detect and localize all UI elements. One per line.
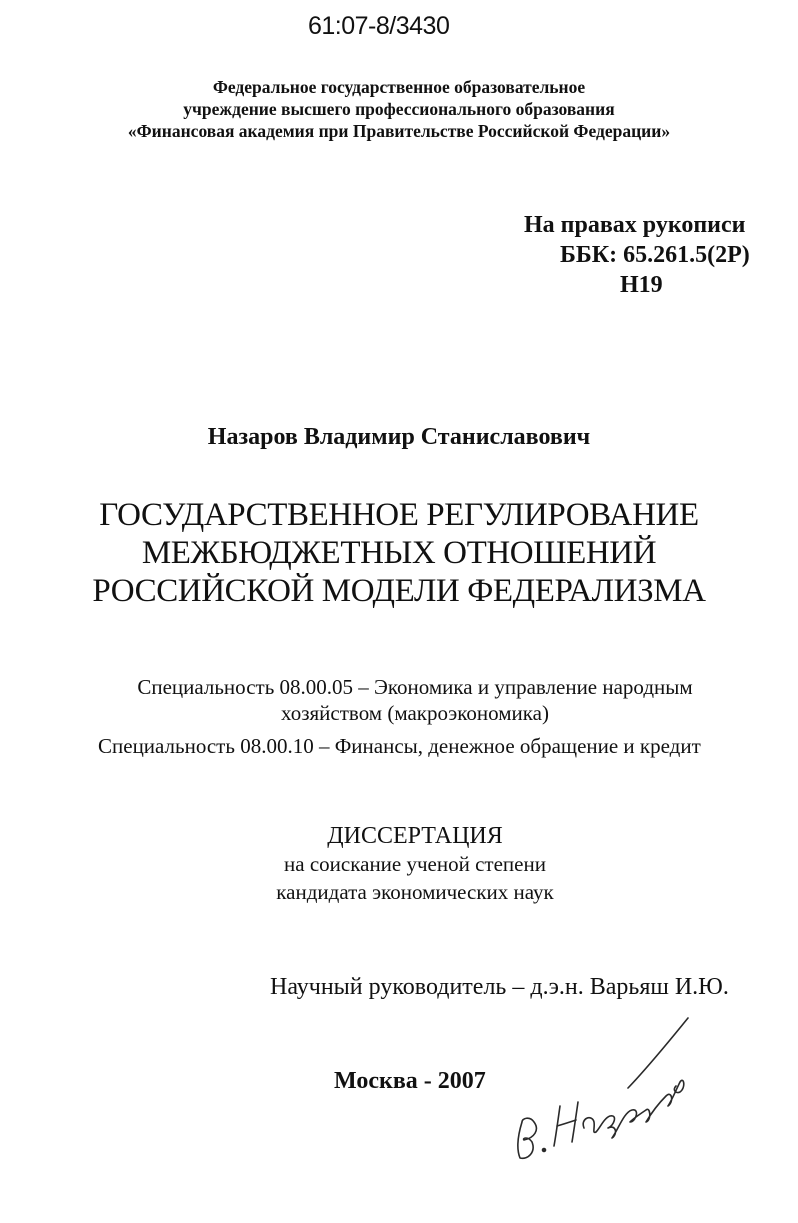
title-line-2: МЕЖБЮДЖЕТНЫХ ОТНОШЕНИЙ (141, 535, 657, 571)
author-mark: Н19 (620, 272, 663, 298)
institution-line-1: Федеральное государственное образовательное (212, 77, 586, 97)
institution-line-3: «Финансовая академия при Правительстве Российской Федерации» (127, 121, 671, 141)
degree-line-3: кандидата экономических наук (276, 880, 554, 904)
scientific-supervisor: Научный руководитель – д.э.н. Варьяш И.Ю. (270, 974, 729, 1000)
handwritten-signature (500, 1010, 700, 1170)
specialty-2: Специальность 08.00.10 – Финансы, денежное обращение и кредит (98, 734, 701, 758)
institution-header (0, 76, 798, 142)
title-line-1: ГОСУДАРСТВЕННОЕ РЕГУЛИРОВАНИЕ (99, 497, 699, 533)
title-line-3: РОССИЙСКОЙ МОДЕЛИ ФЕДЕРАЛИЗМА (92, 573, 706, 609)
bbk-code: ББК: 65.261.5(2Р) (560, 242, 750, 268)
city-year: Москва - 2007 (334, 1068, 486, 1094)
author-name: Назаров Владимир Станиславович (207, 424, 591, 450)
specialty-1-line-1: Специальность 08.00.05 – Экономика и управление народным (137, 675, 693, 699)
degree-block (0, 822, 798, 906)
institution-line-2: учреждение высшего профессионального образования (183, 99, 615, 119)
specialty-1-line-2: хозяйством (макроэкономика) (281, 701, 549, 725)
degree-line-2: на соискание ученой степени (284, 852, 546, 876)
document-type: ДИССЕРТАЦИЯ (327, 823, 503, 849)
manuscript-rights-block (480, 210, 798, 300)
specialty-1 (0, 674, 798, 726)
archive-stamp: 61:07-8/3430 (308, 12, 450, 40)
rights-line: На правах рукописи (524, 212, 746, 238)
dissertation-title (0, 496, 798, 610)
